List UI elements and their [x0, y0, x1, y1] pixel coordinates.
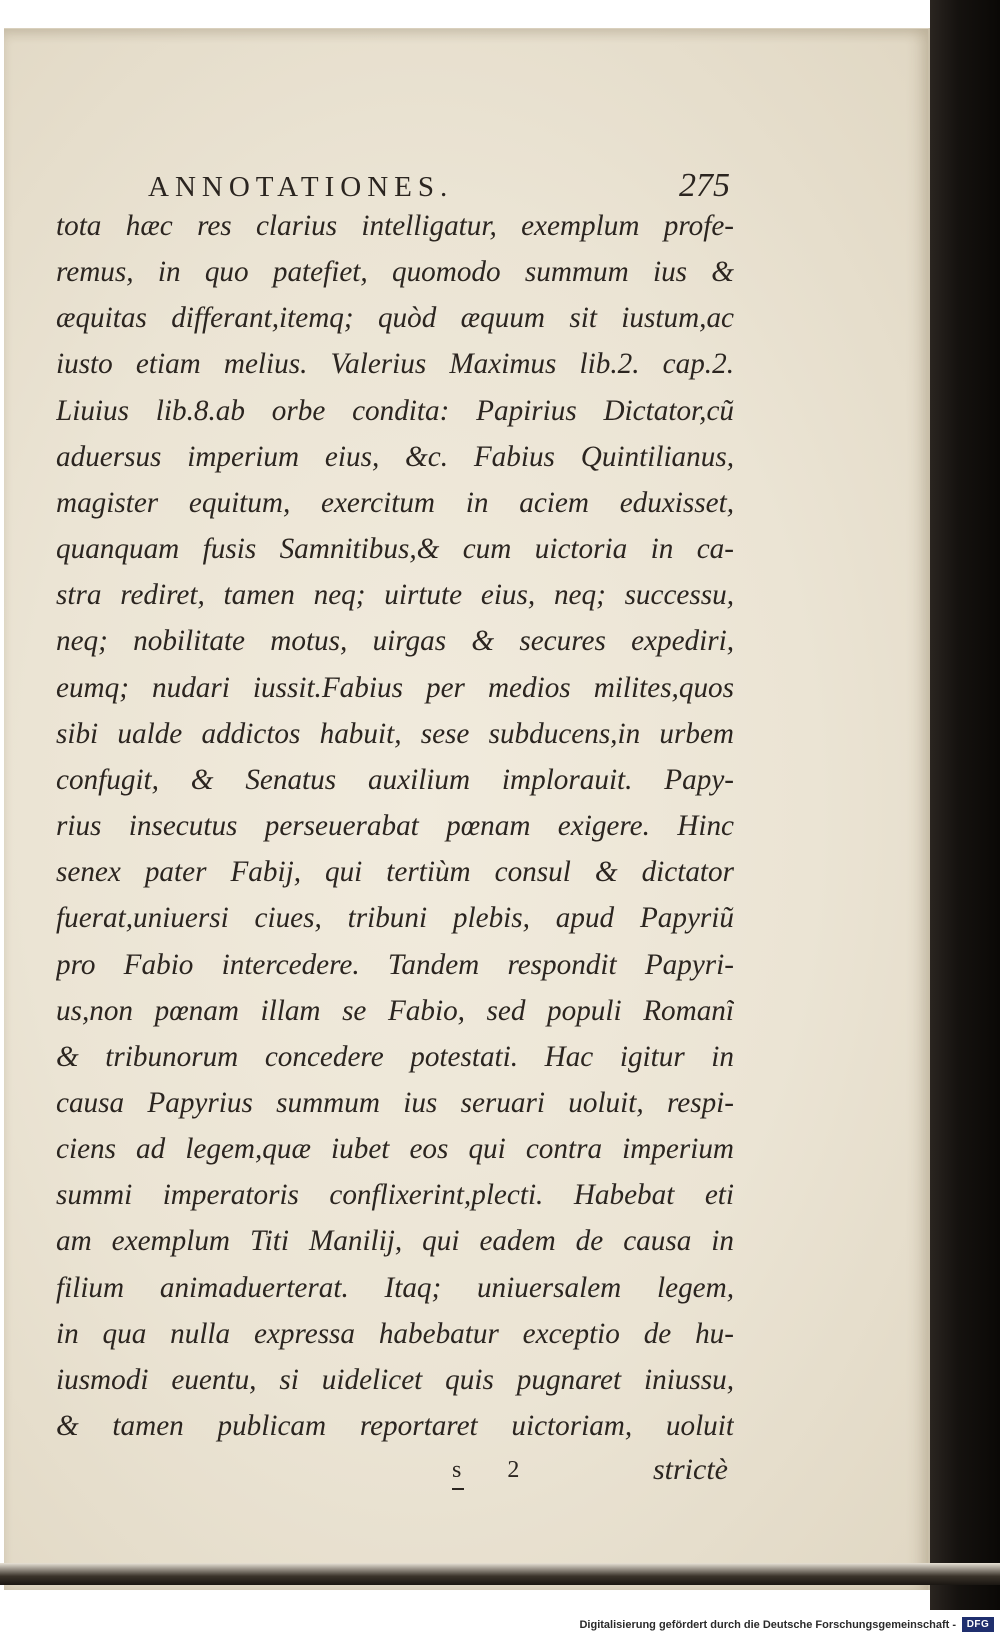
text-line: aduersus imperium eius, &c. Fabius Quintilianus,: [56, 440, 734, 473]
scan-background-edge: [930, 0, 1000, 1610]
page-number: 275: [679, 167, 730, 204]
text-line: filium animaduerterat. Itaq; uniuersalem legem,: [56, 1271, 734, 1304]
text-line: am exemplum Titi Manilij, qui eadem de causa in: [56, 1225, 734, 1258]
catchword: strictè: [653, 1453, 728, 1487]
text-line: iusmodi euentu, si uidelicet quis pugnaret iniussu,: [56, 1363, 734, 1396]
text-line: ciens ad legem,quæ iubet eos qui contra imperium: [56, 1133, 734, 1166]
text-line: remus, in quo patefiet, quomodo summum ius &: [56, 256, 734, 289]
text-line: neq; nobilitate motus, uirgas & secures expediri,: [56, 625, 734, 658]
running-head: ANNOTATIONES.: [148, 171, 454, 203]
text-line: confugit, & Senatus auxilium implorauit. Papy-: [56, 763, 734, 796]
digitization-credit: Digitalisierung gefördert durch die Deutsche Forschungsgemeinschaft -: [579, 1619, 956, 1631]
page-footer: [56, 1451, 734, 1499]
text-line: & tamen publicam reportaret uictoriam, uoluit: [56, 1410, 734, 1443]
page-content: [56, 147, 734, 1499]
text-line: rius insecutus perseuerabat pœnam exigere. Hinc: [56, 810, 734, 843]
body-text: [56, 203, 734, 1449]
text-line: tota hæc res clarius intelligatur, exemplum profe-: [56, 210, 734, 242]
text-line: & tribunorum concedere potestati. Hac igitur in: [56, 1040, 734, 1073]
dfg-logo: DFG: [962, 1617, 994, 1632]
text-line: us,non pœnam illam se Fabio, sed populi Romanĩ: [56, 994, 734, 1027]
scan-bottom-shadow: [0, 1563, 1000, 1585]
page-header: [56, 147, 734, 203]
signature-mark: s 2: [452, 1457, 540, 1484]
text-line: summi imperatoris conflixerint,plecti. Habebat eti: [56, 1179, 734, 1212]
text-line: causa Papyrius summum ius seruari uoluit, respi-: [56, 1086, 734, 1119]
book-page: [4, 28, 930, 1590]
text-line: in qua nulla expressa habebatur exceptio de hu-: [56, 1317, 734, 1350]
text-line: pro Fabio intercedere. Tandem respondit Papyri-: [56, 948, 734, 981]
text-line: iusto etiam melius. Valerius Maximus lib.2. cap.2.: [56, 348, 734, 381]
text-line: sibi ualde addictos habuit, sese subducens,in urbem: [56, 717, 734, 750]
text-line: quanquam fusis Samnitibus,& cum uictoria in ca-: [56, 533, 734, 566]
text-line: æquitas differant,itemq; quòd æquum sit iustum,ac: [56, 302, 734, 335]
text-line: stra rediret, tamen neq; uirtute eius, neq; successu,: [56, 579, 734, 612]
text-line: fuerat,uniuersi ciues, tribuni plebis, apud Papyriũ: [56, 902, 734, 935]
text-line: eumq; nudari iussit.Fabius per medios milites,quos: [56, 671, 734, 704]
text-line: magister equitum, exercitum in aciem eduxisset,: [56, 486, 734, 519]
text-line: Liuius lib.8.ab orbe condita: Papirius Dictator,cũ: [56, 394, 734, 427]
text-line: senex pater Fabij, qui tertiùm consul & dictator: [56, 856, 734, 889]
